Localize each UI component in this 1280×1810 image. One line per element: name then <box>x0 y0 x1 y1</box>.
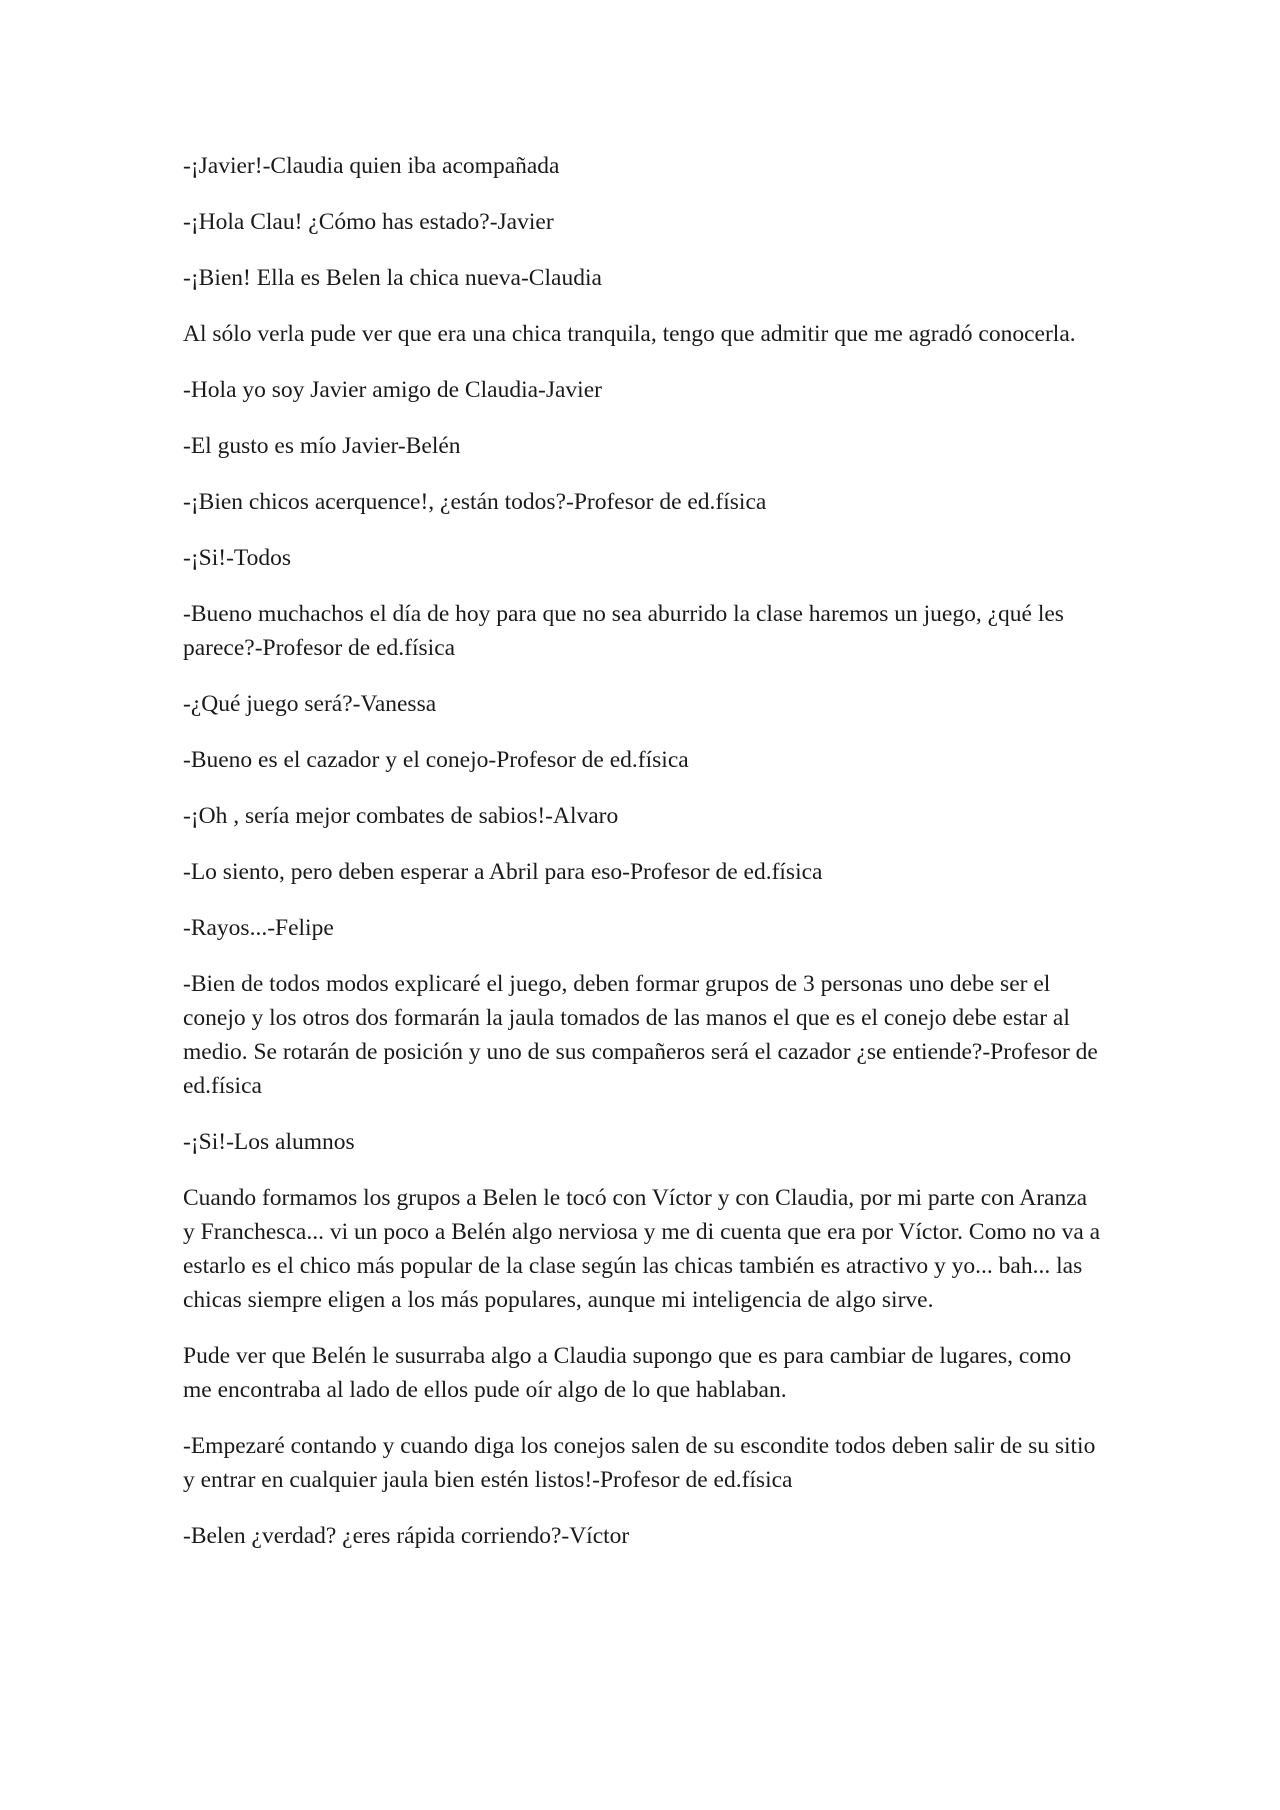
paragraph-19: -Empezaré contando y cuando diga los conejos salen de su escondite todos deben salir de su sitio y entrar en cualquier jaula bien estén listos!-Profesor de ed.física <box>183 1433 1096 1493</box>
paragraph-15: -Bien de todos modos explicaré el juego, deben formar grupos de 3 personas uno debe ser el conejo y los otros dos formarán la jaula tomados de las manos el que es el conejo debe estar al medio. Se rotarán de posición y uno de sus compañeros será el cazador ¿se entiende?-Profesor de ed.física <box>183 971 1098 1099</box>
paragraph-2: -¡Hola Clau! ¿Cómo has estado?-Javier <box>183 209 554 235</box>
paragraph-1: -¡Javier!-Claudia quien iba acompañada <box>183 153 560 179</box>
paragraph-9: -Bueno muchachos el día de hoy para que no sea aburrido la clase haremos un juego, ¿qué les parece?-Profesor de ed.física <box>183 601 1064 661</box>
paragraph-13: -Lo siento, pero deben esperar a Abril para eso-Profesor de ed.física <box>183 859 823 885</box>
paragraph-20: -Belen ¿verdad? ¿eres rápida corriendo?-Víctor <box>183 1523 630 1549</box>
paragraph-12: -¡Oh , sería mejor combates de sabios!-Alvaro <box>183 803 619 829</box>
paragraph-11: -Bueno es el cazador y el conejo-Profesor de ed.física <box>183 747 689 773</box>
paragraph-5: -Hola yo soy Javier amigo de Claudia-Javier <box>183 377 602 403</box>
paragraph-18: Pude ver que Belén le susurraba algo a Claudia supongo que es para cambiar de lugares, como me encontraba al lado de ellos pude oír algo de lo que hablaban. <box>183 1343 1072 1403</box>
paragraph-17: Cuando formamos los grupos a Belen le tocó con Víctor y con Claudia, por mi parte con Aranza y Franchesca... vi un poco a Belén algo nerviosa y me di cuenta que era por Víctor. Como no va a estarlo es el chico más popular de la clase según las chicas también es atractivo y yo... bah... las chicas siempre eligen a los más populares, aunque mi inteligencia de algo sirve. <box>183 1185 1101 1313</box>
paragraph-10: -¿Qué juego será?-Vanessa <box>183 691 437 717</box>
document-body <box>183 149 1103 1575</box>
paragraph-16: -¡Si!-Los alumnos <box>183 1129 355 1155</box>
paragraph-7: -¡Bien chicos acerquence!, ¿están todos?-Profesor de ed.física <box>183 489 767 515</box>
paragraph-6: -El gusto es mío Javier-Belén <box>183 433 461 459</box>
paragraph-14: -Rayos...-Felipe <box>183 915 334 941</box>
paragraph-4: Al sólo verla pude ver que era una chica tranquila, tengo que admitir que me agradó conocerla. <box>183 321 1076 347</box>
paragraph-8: -¡Si!-Todos <box>183 545 292 571</box>
paragraph-3: -¡Bien! Ella es Belen la chica nueva-Claudia <box>183 265 602 291</box>
